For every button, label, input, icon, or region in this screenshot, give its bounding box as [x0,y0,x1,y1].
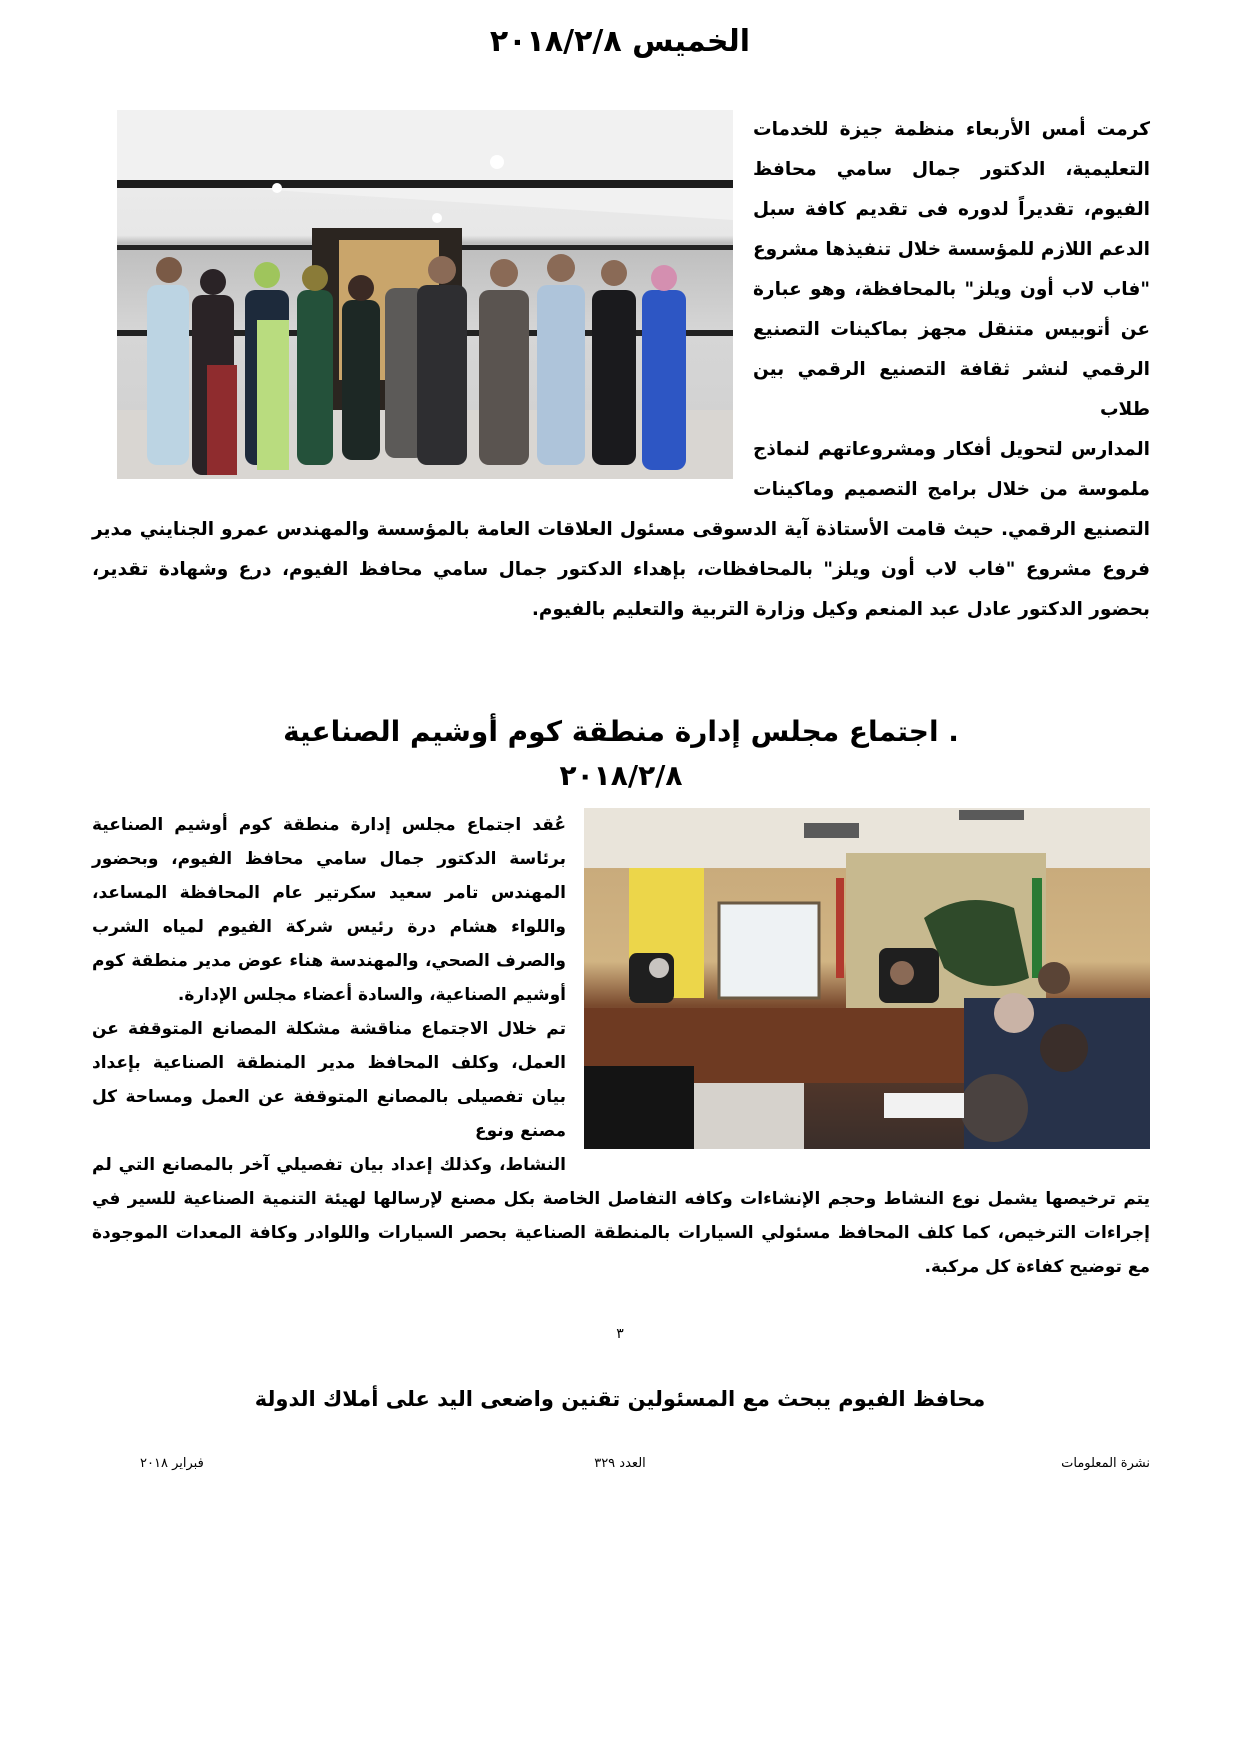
footer-issue: العدد ٣٢٩ [594,1456,646,1471]
article2-date: ٢٠١٨/٢/٨ [559,759,683,792]
page-date-heading: الخميس ٢٠١٨/٢/٨ [489,24,751,59]
footer-month: فبراير ٢٠١٨ [140,1456,204,1471]
article2-full-paragraph: النشاط، وكذلك إعداد بيان تفصيلي آخر بالمصانع التي لم يتم ترخيصها يشمل نوع النشاط وحجم الإنشاءات وكافه التفاصل الخاصة بكل مصنع لإرسالها لهيئة التنمية الصناعية للسير في إجراءات الترخيص، كما كلف المحافظ مسئولي السيارات بالمنطقة الصناعية بحصر السيارات واللوادر وكافة المعدات الموجودة مع توضيح كفاءة كل مركبة. [92,1155,1150,1277]
article2 [92,710,1150,1284]
article2-title: . اجتماع مجلس إدارة منطقة كوم أوشيم الصناعية [283,715,959,748]
article2-side-paragraph: عُقد اجتماع مجلس إدارة منطقة كوم أوشيم الصناعية برئاسة الدكتور جمال سامي محافظ الفيوم، وبحضور المهندس تامر سعيد سكرتير عام المحافظة المساعد، واللواء هشام درة رئيس شركة الفيوم لمياه الشرب والصرف الصحي، والمهندسة هناء عوض مدير منطقة كوم أوشيم الصناعية، والسادة أعضاء مجلس الإدارة. تم خلال الاجتماع مناقشة مشكلة المصانع المتوقفة عن العمل، وكلف المحافظ مدير المنطقة الصناعية بإعداد بيان تفصيلى بالمصانع المتوقفة عن العمل ومساحة كل مصنع ونوع [92,815,566,1141]
meeting-photo-illustration [584,808,1150,1149]
article1-side-paragraph: كرمت أمس الأربعاء منظمة جيزة للخدمات التعليمية، الدكتور جمال سامي محافظ الفيوم، تقديراً لدوره فى تقديم كافة سبل الدعم اللازم للمؤسسة خلال تنفيذها مشروع "فاب لاب أون ويلز" بالمحافظة، وهو عبارة عن أتوبيس متنقل مجهز بماكينات التصنيع الرقمي لنشر ثقافة التصنيع الرقمي بين طلاب [753,119,1150,420]
meeting-photo [584,808,1150,1149]
group-photo [117,110,733,479]
footer [0,1454,1240,1478]
group-photo-illustration [117,110,733,479]
article3-title: محافظ الفيوم يبحث مع المسئولين تقنين واضعى اليد على أملاك الدولة [254,1387,986,1411]
footer-publication: نشرة المعلومات [1061,1456,1150,1471]
article1 [92,110,1150,630]
page-number: ٣ [616,1326,624,1342]
article1-full-paragraph: المدارس لتحويل أفكار ومشروعاتهم لنماذج ملموسة من خلال برامج التصميم وماكينات التصنيع الرقمي. حيث قامت الأستاذة آية الدسوقى مسئول العلاقات العامة بالمؤسسة والمهندس عمرو الجنايني مدير فروع مشروع "فاب لاب أون ويلز" بالمحافظات، بإهداء الدكتور جمال سامي محافظ الفيوم، درع وشهادة تقدير، بحضور الدكتور عادل عبد المنعم وكيل وزارة التربية والتعليم بالفيوم. [92,439,1150,620]
